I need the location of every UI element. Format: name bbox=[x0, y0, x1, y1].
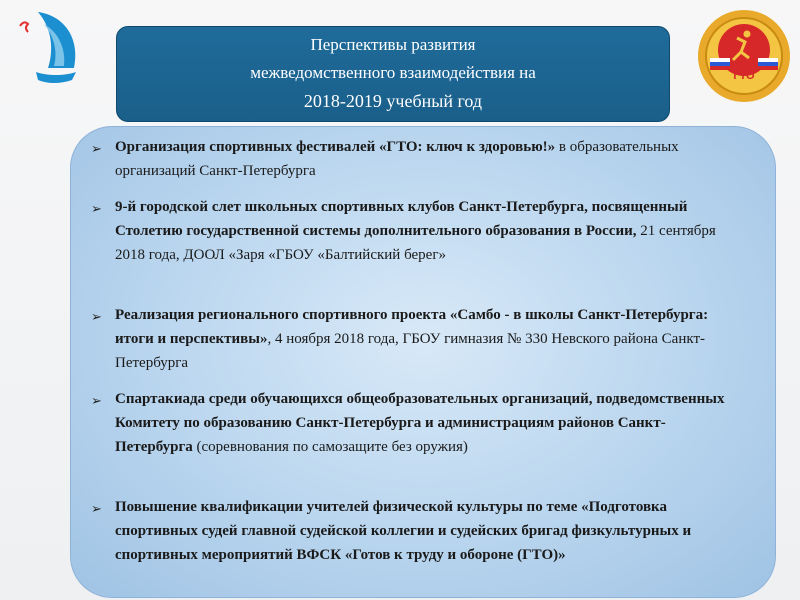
arrow-bullet-icon: ➢ bbox=[91, 201, 102, 216]
content-panel bbox=[70, 126, 776, 598]
title-line-2: межведомственного взаимодействия на bbox=[250, 63, 536, 82]
sail-logo-icon bbox=[14, 6, 86, 92]
gto-badge-icon bbox=[694, 6, 794, 106]
list-item bbox=[93, 495, 743, 567]
title-line-1: Перспективы развития bbox=[310, 35, 476, 54]
arrow-bullet-icon: ➢ bbox=[91, 393, 102, 408]
list-item bbox=[93, 135, 743, 183]
list-item bbox=[93, 387, 743, 459]
item-bold-text: Организация спортивных фестивалей «ГТО: ключ к здоровью!» bbox=[115, 139, 556, 155]
item-bold-text: Спартакиада среди обучающихся общеобразовательных организаций, подведомственных Комитету по образованию Санкт-Петербурга и администрациям районов Санкт-Петербурга bbox=[115, 391, 725, 455]
arrow-bullet-icon: ➢ bbox=[91, 141, 102, 156]
item-text: в образовательных организаций Санкт-Петербурга bbox=[115, 139, 679, 179]
item-bold-text: Реализация регионального спортивного проекта «Самбо - в школы Санкт-Петербурга: итоги и перспективы» bbox=[115, 307, 709, 347]
item-bold-text: Повышение квалификации учителей физической культуры по теме «Подготовка спортивных судей главной судейской коллегии и судейских бригад физкультурных и спортивных мероприятий ВФСК «Готов к труду и обороне (ГТО)» bbox=[115, 499, 692, 563]
arrow-bullet-icon: ➢ bbox=[91, 309, 102, 324]
title-line-3: 2018-2019 учебный год bbox=[303, 91, 483, 111]
badge-label: ГТО bbox=[733, 70, 755, 82]
list-item bbox=[93, 303, 743, 375]
list-item bbox=[93, 195, 743, 267]
arrow-bullet-icon: ➢ bbox=[91, 501, 102, 516]
item-bold-text: 9-й городской слет школьных спортивных клубов Санкт-Петербурга, посвященный Столетию государственной системы дополнительного образования в России, bbox=[115, 199, 688, 239]
item-text: 21 сентября 2018 года, ДООЛ «Заря «ГБОУ «Балтийский берег» bbox=[115, 223, 716, 263]
title-banner bbox=[116, 26, 670, 122]
item-text: (соревнования по самозащите без оружия) bbox=[192, 439, 468, 455]
item-text: , 4 ноября 2018 года, ГБОУ гимназия № 330 Невского района Санкт-Петербурга bbox=[115, 331, 706, 371]
